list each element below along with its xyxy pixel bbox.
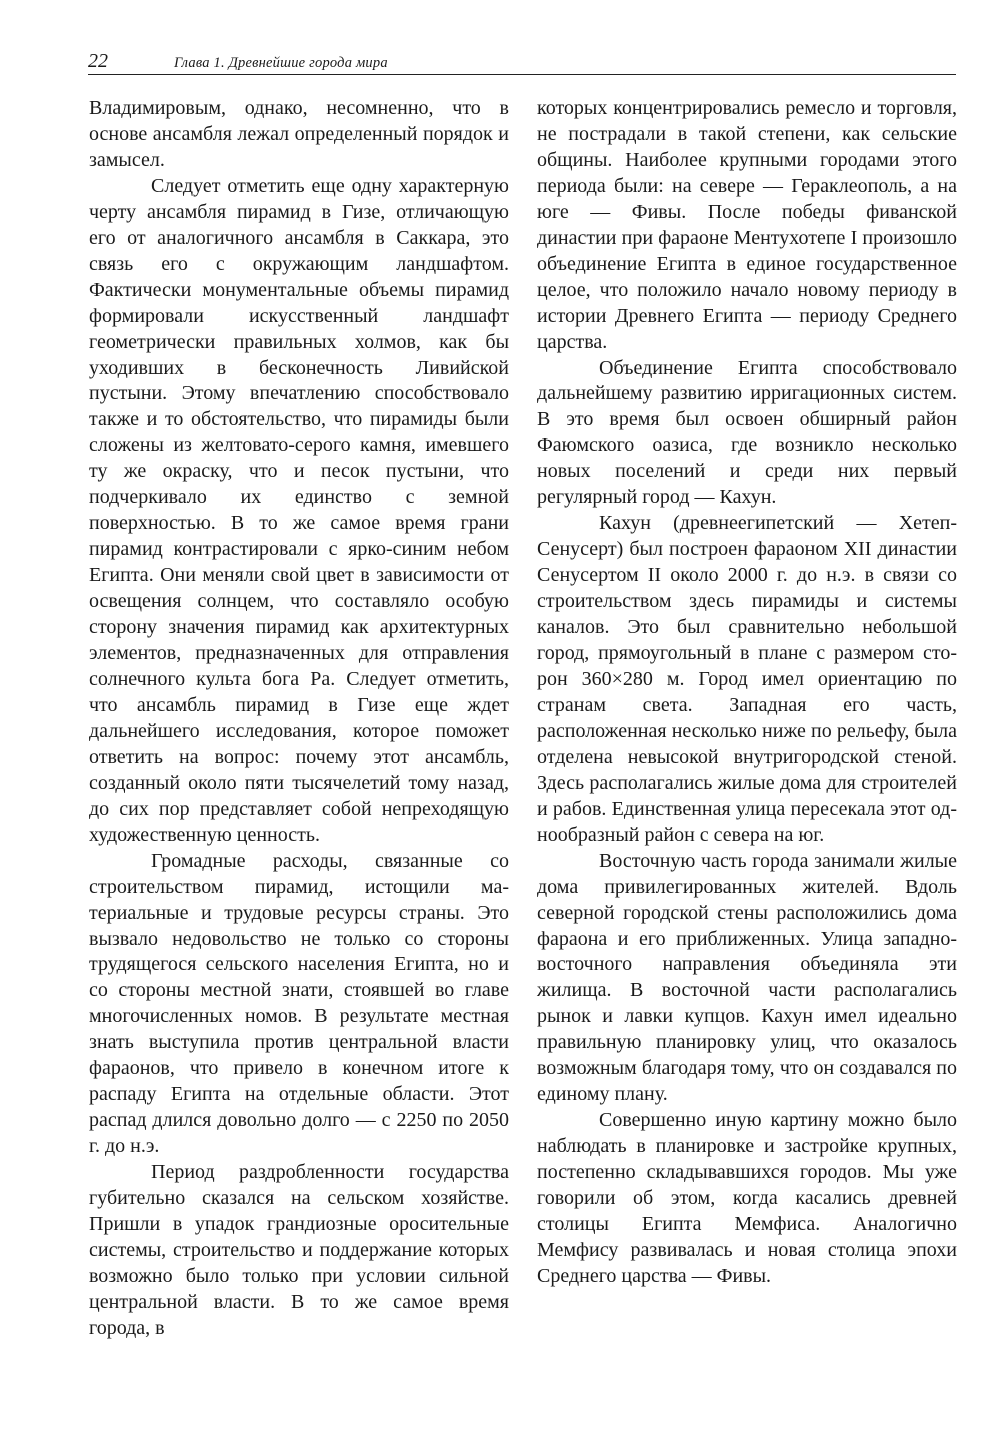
paragraph: Период раздробленности государства губительно сказался на сельском хозяйстве. Пришли в упадок грандиозные оросительные системы, строительство и поддержание которых возможно было только при условии сильной центральной власти. В то же самое время города, в	[89, 1161, 509, 1339]
running-head: Глава 1. Древнейшие города мира	[174, 55, 388, 71]
paragraph: Владимировым, однако, несомненно, что в основе ансамбля лежал определенный порядок и замысел.	[89, 97, 509, 171]
paragraph: Кахун (древнеегипетский — Хетеп-Сенусерт) был построен фараоном XII династии Сенусертом II около 2000 г. до н.э. в связи со строительством здесь пирамиды и системы каналов. Это был сравнительно небольшой город, прямоугольный в плане с размером сторон 360×280 м. Город имел ориентацию по странам света. Западная его часть, расположенная несколько ниже по рельефу, была отделена невысокой внутригородской стеной. Здесь располагались жилые дома для строителей и рабов. Единственная улица пересекала этот однообразный район с севера на юг.	[537, 512, 957, 846]
left-column	[89, 96, 509, 1342]
paragraph: Совершенно иную картину можно было наблюдать в планировке и застройке крупных, постепенно складывавшихся городов. Мы уже говорили об этом, когда касались древней столицы Египта Мемфиса. Аналогично Мемфису развивалась и новая столица эпохи Среднего царства — Фивы.	[537, 1109, 957, 1287]
page-header	[88, 48, 956, 75]
right-column	[537, 96, 957, 1290]
paragraph: Восточную часть города занимали жилые дома привилегированных жителей. Вдоль северной городской стены расположились дома фараона и его приближенных. Улица западно-восточного направления объединяла эти жилища. В восточной части располагались рынок и лавки купцов. Кахун имел идеально правильную планировку улиц, что оказалось возможным благодаря тому, что он создавался по единому плану.	[537, 849, 957, 1106]
page-number: 22	[88, 50, 108, 72]
paragraph: Следует отметить еще одну характерную черту ансамбля пирамид в Гизе, отличающую его от аналогичного ансамбля в Саккара, это связь его с окружающим ландшафтом. Фактически монументальные объемы пирамид формировали искусственный ландшафт геометрически правильных холмов, как бы уходивших в бесконечность Ливийской пустыни. Этому впечатлению способствовало также и то обстоятельство, что пирамиды были сложены из желтовато-серого камня, имевшего ту же окраску, что и песок пустыни, что подчеркивало их единство с земной поверхностью. В то же самое время грани пирамид контрастировали с ярко-синим небом Египта. Они меняли свой цвет в зависимости от освещения солнцем, что составляло особую сторону значения пирамид как архитектурных элементов, предназначенных для отправления солнечного культа бога Ра. Следует отметить, что ансамбль пирамид в Гизе еще ждет дальнейшего исследования, которое поможет ответить на вопрос: почему этот ансамбль, созданный около пяти тысячелетий тому назад, до сих пор представляет собой непреходящую художественную ценность.	[89, 174, 509, 846]
paragraph: Объединение Египта способствовало дальнейшему развитию ирригационных систем. В это время был освоен обширный район Фаюмского оазиса, где возникло несколько новых поселений и среди них первый регулярный город — Кахун.	[537, 356, 957, 509]
paragraph: Громадные расходы, связанные со строительством пирамид, истощили материальные и трудовые ресурсы страны. Это вызвало недовольство не только со стороны трудящегося сельского населения Египта, но и со стороны местной знати, стоявшей во главе многочисленных номов. В результате местная знать выступила против центральной власти фараонов, что привело в конечном итоге к распаду Египта на отдельные области. Этот распад длился довольно долго — с 2250 по 2050 г. до н.э.	[89, 849, 509, 1158]
paragraph: которых концентрировались ремесло и торговля, не пострадали в такой степени, как сельские общины. Наиболее крупными городами этого периода были: на севере — Гераклеополь, а на юге — Фивы. После победы фиванской династии при фараоне Ментухотепе I произошло объединение Египта в единое государственное целое, что положило начало новому периоду в истории Древнего Египта — периоду Среднего царства.	[537, 97, 957, 353]
